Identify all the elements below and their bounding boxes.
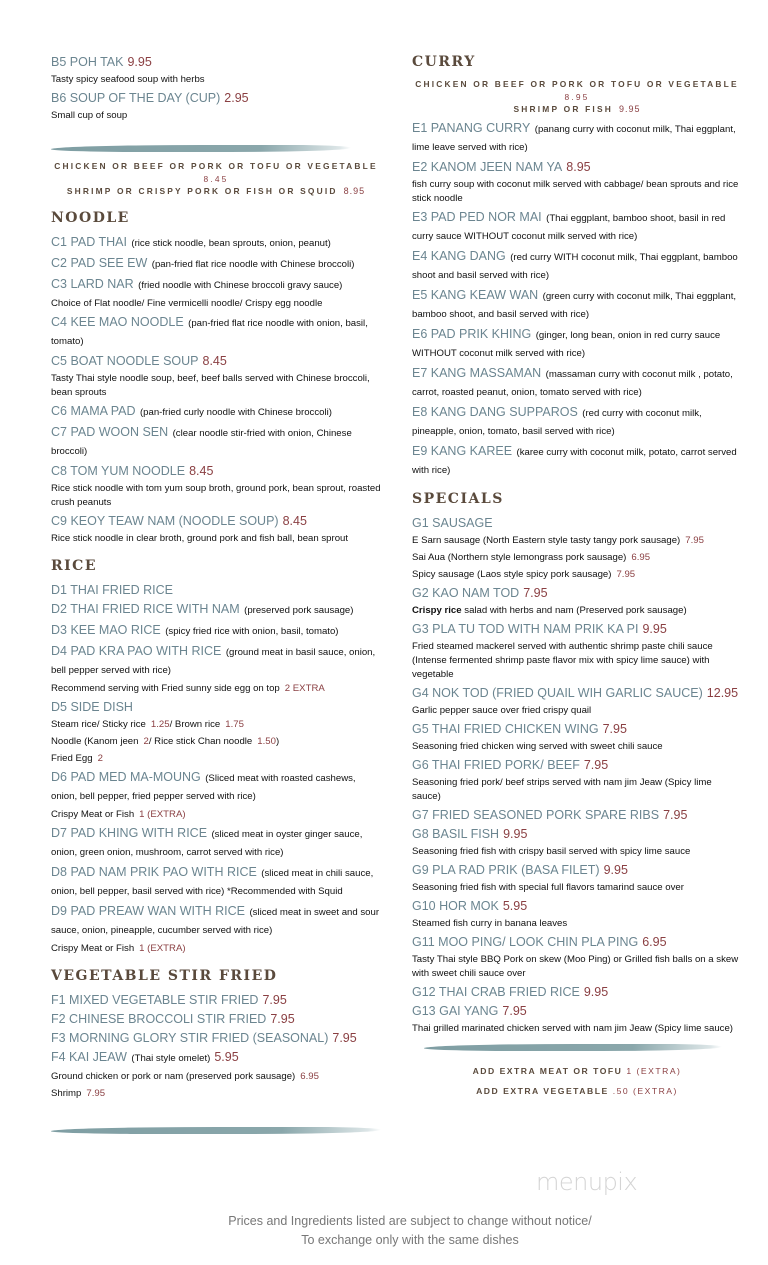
item-name: C8 TOM YUM NOODLE: [51, 463, 186, 478]
extra-charge: [412, 1081, 742, 1101]
menu-item: [51, 601, 381, 619]
menu-item: [412, 1003, 742, 1019]
menu-item: [51, 1030, 381, 1046]
detail-text: fish curry soup with coconut milk served with cabbage/ bean sprouts and rice stick noodle: [412, 178, 739, 204]
item-description: (spicy fried rice with onion, basil, tomato): [165, 625, 339, 637]
item-description: (sliced meat in chili sauce, onion, bell pepper, basil served with rice) *Recommended with Squid: [51, 867, 374, 897]
menu-item: [51, 353, 381, 369]
item-description: (karee curry with coconut milk, potato, carrot served with rice): [412, 446, 737, 476]
menu-item: [51, 699, 381, 715]
item-name: D6 PAD MED MA-MOUNG: [51, 769, 201, 784]
detail-price: 7.95: [616, 568, 636, 580]
item-description: (green curry with coconut milk, Thai eggplant, bamboo shoot, and basil served with rice): [412, 290, 737, 320]
detail-text: Small cup of soup: [51, 110, 128, 121]
protein-options-price: 8.95: [343, 186, 366, 196]
item-name: G13 GAI YANG: [412, 1003, 499, 1018]
section-heading: CURRY: [412, 54, 476, 70]
menu-item: [51, 54, 381, 70]
item-name: D1 THAI FRIED RICE: [51, 582, 174, 597]
detail-price: 1.75: [225, 718, 244, 730]
item-description: (rice stick noodle, bean sprouts, onion, peanut): [131, 237, 331, 249]
item-price: 9.95: [503, 826, 528, 841]
right-column: [412, 54, 742, 1101]
item-name: C4 KEE MAO NOODLE: [51, 314, 184, 329]
menu-item: [412, 404, 742, 440]
brush-divider: [424, 1044, 723, 1051]
menu-item: [412, 209, 742, 245]
item-detail: [412, 740, 742, 754]
item-detail: [51, 1087, 381, 1101]
detail-bold: Crispy rice: [412, 604, 462, 616]
menu-item: [51, 513, 381, 529]
item-name: C3 LARD NAR: [51, 276, 134, 291]
item-name: F4 KAI JEAW: [51, 1049, 127, 1064]
item-detail: [412, 551, 742, 565]
item-name: C1 PAD THAI: [51, 234, 127, 249]
item-price: 8.45: [282, 513, 307, 528]
item-name: D5 SIDE DISH: [51, 699, 133, 714]
section-heading: VEGETABLE STIR FRIED: [51, 967, 278, 984]
item-detail: [51, 752, 381, 766]
detail-text: Crispy Meat or Fish: [51, 808, 135, 820]
item-price: 8.45: [202, 353, 227, 368]
detail-text: Rice stick noodle with tom yum soup broth, ground pork, bean sprout, roasted crush peanuts: [51, 482, 381, 508]
item-name: G6 THAI FRIED PORK/ BEEF: [412, 757, 580, 772]
item-detail: [412, 178, 742, 206]
detail-price: 2: [97, 752, 103, 764]
item-price: 8.45: [189, 463, 214, 478]
item-detail: [412, 881, 742, 895]
item-detail: [412, 704, 742, 718]
item-description: (clear noodle stir-fried with onion, Chinese broccoli): [51, 427, 352, 457]
detail-text: Thai grilled marinated chicken served with nam jim Jeaw (Spicy lime sauce): [412, 1022, 733, 1034]
item-description: (massaman curry with coconut milk , potato, carrot, roasted peanut, onion, tomato served with rice): [412, 368, 733, 398]
item-name: C2 PAD SEE EW: [51, 255, 148, 270]
detail-text: salad with herbs and nam (Preserved pork sausage): [461, 604, 687, 616]
detail-price: 1.50: [257, 735, 276, 747]
item-name: G5 THAI FRIED CHICKEN WING: [412, 721, 599, 736]
item-name: F2 CHINESE BROCCOLI STIR FRIED: [51, 1011, 267, 1026]
item-description: (Thai style omelet): [131, 1052, 211, 1064]
item-price: 7.95: [602, 721, 627, 736]
item-description: (panang curry with coconut milk, Thai eggplant, lime leave served with rice): [412, 123, 736, 153]
item-detail: [412, 568, 742, 582]
footer-line-1: Prices and Ingredients listed are subject to change without notice/: [228, 1214, 592, 1228]
detail-price: 1 (EXTRA): [139, 808, 186, 820]
menu-item: [412, 621, 742, 637]
item-detail: [412, 534, 742, 548]
item-name: F1 MIXED VEGETABLE STIR FRIED: [51, 992, 259, 1007]
brush-divider: [51, 1127, 382, 1134]
detail-price: 2: [143, 735, 149, 747]
item-name: E6 PAD PRIK KHING: [412, 326, 532, 341]
menu-item: [51, 864, 381, 900]
item-name: G7 FRIED SEASONED PORK SPARE RIBS: [412, 807, 660, 822]
menu-item: [412, 721, 742, 737]
item-detail: [412, 1022, 742, 1036]
item-price: 7.95: [502, 1003, 527, 1018]
menu-item: [51, 622, 381, 640]
protein-options-text: SHRIMP OR CRISPY PORK OR FISH OR SQUID: [66, 186, 338, 196]
detail-text: Spicy sausage (Laos style spicy pork sausage): [412, 568, 612, 580]
footer-line-2: To exchange only with the same dishes: [301, 1233, 519, 1247]
detail-text: Tasty spicy seafood soup with herbs: [51, 74, 205, 85]
protein-options-line: [412, 103, 742, 116]
detail-price: 2 EXTRA: [284, 682, 325, 694]
item-name: G1 SAUSAGE: [412, 515, 493, 530]
menu-item: [412, 443, 742, 479]
item-description: (sliced meat in sweet and sour sauce, onion, pineapple, cucumber served with rice): [51, 906, 380, 936]
item-detail: [412, 917, 742, 931]
protein-options: [412, 78, 742, 116]
item-price: 12.95: [706, 685, 739, 700]
menu-item: [412, 159, 742, 175]
detail-text: Seasoning fried pork/ beef strips served with nam jim Jeaw (Spicy lime sauce): [412, 776, 712, 802]
item-description: (sliced meat in oyster ginger sauce, onion, green onion, mushroom, carrot served with rice): [51, 828, 363, 858]
detail-text: Fried Egg: [51, 752, 93, 764]
detail-text: Crispy Meat or Fish: [51, 942, 135, 954]
extra-price: .50 (EXTRA): [612, 1085, 678, 1096]
item-name: G4 NOK TOD (FRIED QUAIL WIH GARLIC SAUCE): [412, 685, 703, 700]
item-name: C6 MAMA PAD: [51, 403, 136, 418]
menu-item: [412, 685, 742, 701]
detail-price: 6.95: [300, 1070, 319, 1082]
item-description: (red curry with coconut milk, pineapple, onion, tomato, basil served with rice): [412, 407, 702, 437]
item-name: D7 PAD KHING WITH RICE: [51, 825, 208, 840]
menu-item: [412, 287, 742, 323]
detail-text: Steam rice/ Sticky rice: [51, 718, 146, 730]
menu-item: [51, 276, 381, 294]
item-name: G3 PLA TU TOD WITH NAM PRIK KA PI: [412, 621, 639, 636]
item-detail: [51, 942, 381, 956]
item-name: C7 PAD WOON SEN: [51, 424, 169, 439]
detail-text: Tasty Thai style noodle soup, beef, beef balls served with Chinese broccoli, bean sprouts: [51, 372, 370, 398]
item-name: G12 THAI CRAB FRIED RICE: [412, 984, 580, 999]
menu-item: [412, 365, 742, 401]
protein-options-price: 9.95: [618, 104, 641, 114]
extra-label: ADD EXTRA MEAT OR TOFU: [472, 1065, 623, 1076]
item-name: C5 BOAT NOODLE SOUP: [51, 353, 199, 368]
menu-item: [412, 934, 742, 950]
brush-divider: [51, 145, 352, 152]
item-detail: [51, 735, 381, 749]
item-name: D9 PAD PREAW WAN WITH RICE: [51, 903, 245, 918]
detail-text: Shrimp: [51, 1087, 82, 1099]
detail-text: Tasty Thai style BBQ Pork on skew (Moo Ping) or Grilled fish balls on a skew with sweet chili sauce over: [412, 953, 739, 979]
detail-text: / Rice stick Chan noodle: [148, 735, 253, 747]
detail-text: Garlic pepper sauce over fried crispy quail: [412, 704, 592, 716]
item-price: 5.95: [502, 898, 528, 913]
menu-item: [412, 807, 742, 823]
menu-item: [51, 643, 381, 679]
detail-text: Recommend serving with Fried sunny side egg on top: [51, 682, 280, 694]
item-detail: [412, 604, 742, 618]
item-name: E2 KANOM JEEN NAM YA: [412, 159, 563, 174]
item-name: B5 POH TAK: [51, 55, 124, 69]
section-heading: RICE: [51, 557, 97, 574]
protein-options: [51, 160, 381, 198]
footer-note: [0, 1212, 768, 1250]
item-description: (Thai eggplant, bamboo shoot, basil in red curry sauce WITHOUT coconut milk served with rice): [412, 212, 726, 242]
item-description: (ginger, long bean, onion in red curry sauce WITHOUT coconut milk served with rice): [412, 329, 721, 359]
item-name: F3 MORNING GLORY STIR FRIED (SEASONAL): [51, 1030, 329, 1045]
item-name: G11 MOO PING/ LOOK CHIN PLA PING: [412, 934, 639, 949]
menu-item: [412, 585, 742, 601]
item-detail: [51, 372, 381, 400]
menu-item: [51, 903, 381, 939]
item-price: 7.95: [270, 1011, 295, 1026]
item-description: (pan-fried flat rice noodle with Chinese broccoli): [151, 258, 355, 270]
item-price: 6.95: [642, 934, 667, 949]
detail-text: Ground chicken or pork or nam (preserved pork sausage): [51, 1070, 296, 1082]
menu-item: [412, 826, 742, 842]
detail-text: Choice of Flat noodle/ Fine vermicelli noodle/ Crispy egg noodle: [51, 297, 323, 309]
menu-item: [51, 314, 381, 350]
item-price: 9.95: [603, 862, 628, 877]
detail-price: 6.95: [631, 551, 651, 563]
detail-text: Sai Aua (Northern style lemongrass pork sausage): [412, 551, 627, 563]
menu-item: [51, 992, 381, 1008]
item-price: 5.95: [214, 1049, 239, 1064]
item-detail: [51, 73, 381, 87]
item-detail: [412, 845, 742, 859]
item-price: 7.95: [663, 807, 688, 822]
detail-text: Rice stick noodle in clear broth, ground pork and fish ball, bean sprout: [51, 532, 349, 544]
item-name: D8 PAD NAM PRIK PAO WITH RICE: [51, 864, 257, 879]
detail-text: Seasoning fried fish with special full flavors tamarind sauce over: [412, 881, 684, 893]
item-detail: [51, 532, 381, 546]
menu-item: [51, 90, 381, 106]
item-description: (preserved pork sausage): [244, 604, 354, 616]
item-price: 8.95: [566, 159, 591, 174]
detail-text: Seasoning fried chicken wing served with sweet chili sauce: [412, 740, 663, 752]
item-detail: [51, 482, 381, 510]
menu-item: [412, 984, 742, 1000]
detail-text: Seasoning fried fish with crispy basil served with spicy lime sauce: [412, 845, 691, 857]
item-description: (fried noodle with Chinese broccoli gravy sauce): [138, 279, 343, 291]
item-name: G10 HOR MOK: [412, 898, 499, 913]
section-heading: NOODLE: [51, 209, 130, 226]
menu-item: [51, 403, 381, 421]
item-name: D3 KEE MAO RICE: [51, 622, 161, 637]
detail-price: 1.25: [150, 718, 170, 730]
item-name: D4 PAD KRA PAO WITH RICE: [51, 643, 222, 658]
menupix-watermark: menupix: [536, 1168, 638, 1196]
menu-item: [412, 515, 742, 531]
item-name: E8 KANG DANG SUPPAROS: [412, 404, 578, 419]
item-detail: [51, 682, 381, 696]
item-detail: [51, 109, 381, 123]
item-name: E3 PAD PED NOR MAI: [412, 209, 542, 224]
item-name: G9 PLA RAD PRIK (BASA FILET): [412, 862, 600, 877]
item-description: (Sliced meat with roasted cashews, onion, bell pepper, fried pepper served with rice): [51, 772, 356, 802]
item-detail: [51, 718, 381, 732]
menu-item: [51, 1011, 381, 1027]
menu-item: [51, 255, 381, 273]
detail-text: Fried steamed mackerel served with authentic shrimp paste chili sauce (Intense fermented shrimp paste flavor mix with spicy lime sauce) with vegetable: [412, 640, 713, 680]
item-price: 9.95: [583, 984, 609, 999]
detail-text: Noodle (Kanom jeen: [51, 735, 139, 747]
menu-item: [412, 326, 742, 362]
protein-options-line: CHICKEN OR BEEF OR PORK OR TOFU OR VEGETABLE: [415, 79, 739, 89]
menu-item: [412, 757, 742, 773]
item-price: 7.95: [583, 757, 609, 772]
item-price: 7.95: [332, 1030, 357, 1045]
detail-text: / Brown rice: [169, 718, 221, 730]
menu-item: [412, 862, 742, 878]
item-description: (pan-fried curly noodle with Chinese broccoli): [139, 406, 332, 418]
item-description: (pan-fried flat rice noodle with onion, basil, tomato): [51, 317, 368, 347]
item-detail: [51, 808, 381, 822]
item-price: 2.95: [224, 91, 249, 105]
detail-text: Steamed fish curry in banana leaves: [412, 917, 568, 929]
item-detail: [412, 640, 742, 682]
item-name: G2 KAO NAM TOD: [412, 585, 520, 600]
protein-options-line: CHICKEN OR BEEF OR PORK OR TOFU OR VEGETABLE: [54, 161, 378, 171]
item-price: 9.95: [127, 55, 152, 69]
menu-item: [51, 234, 381, 252]
item-price: 7.95: [262, 992, 287, 1007]
menu-item: [51, 424, 381, 460]
protein-options-line: [51, 185, 381, 198]
item-price: 7.95: [523, 585, 548, 600]
menu-item: [51, 582, 381, 598]
section-heading: SPECIALS: [412, 490, 504, 507]
detail-price: 1 (EXTRA): [139, 942, 186, 954]
menu-item: [51, 769, 381, 805]
item-name: E1 PANANG CURRY: [412, 120, 531, 135]
item-detail: [412, 953, 742, 981]
item-name: D2 THAI FRIED RICE WITH NAM: [51, 601, 240, 616]
item-name: C9 KEOY TEAW NAM (NOODLE SOUP): [51, 513, 279, 528]
item-name: B6 SOUP OF THE DAY (CUP): [51, 91, 221, 105]
item-name: E9 KANG KAREE: [412, 443, 513, 458]
extra-charge: [412, 1061, 742, 1081]
item-detail: [51, 1070, 381, 1084]
item-description: (ground meat in basil sauce, onion, bell pepper served with rice): [51, 646, 376, 676]
menu-item: [51, 825, 381, 861]
menu-item: [51, 1049, 381, 1067]
item-detail: [412, 776, 742, 804]
protein-options-text: SHRIMP OR FISH: [513, 104, 613, 114]
item-name: E4 KANG DANG: [412, 248, 506, 263]
item-name: E7 KANG MASSAMAN: [412, 365, 542, 380]
menu-item: [51, 463, 381, 479]
item-name: G8 BASIL FISH: [412, 826, 500, 841]
extra-price: 1 (EXTRA): [626, 1065, 682, 1076]
item-detail: [51, 297, 381, 311]
item-description: (red curry WITH coconut milk, Thai eggplant, bamboo shoot and basil served with rice): [412, 251, 738, 281]
detail-text: E Sarn sausage (North Eastern style tasty tangy pork sausage): [412, 534, 681, 546]
menu-item: [412, 898, 742, 914]
detail-price: 7.95: [86, 1087, 106, 1099]
left-column: [51, 54, 381, 1144]
item-price: 9.95: [642, 621, 667, 636]
detail-price: 7.95: [685, 534, 704, 546]
menu-item: [412, 120, 742, 156]
menu-item: [412, 248, 742, 284]
protein-options-price: 8.95: [564, 91, 590, 102]
protein-options-price: 8.45: [203, 173, 229, 184]
item-name: E5 KANG KEAW WAN: [412, 287, 539, 302]
extra-label: ADD EXTRA VEGETABLE: [476, 1085, 609, 1096]
detail-text: ): [275, 735, 280, 747]
